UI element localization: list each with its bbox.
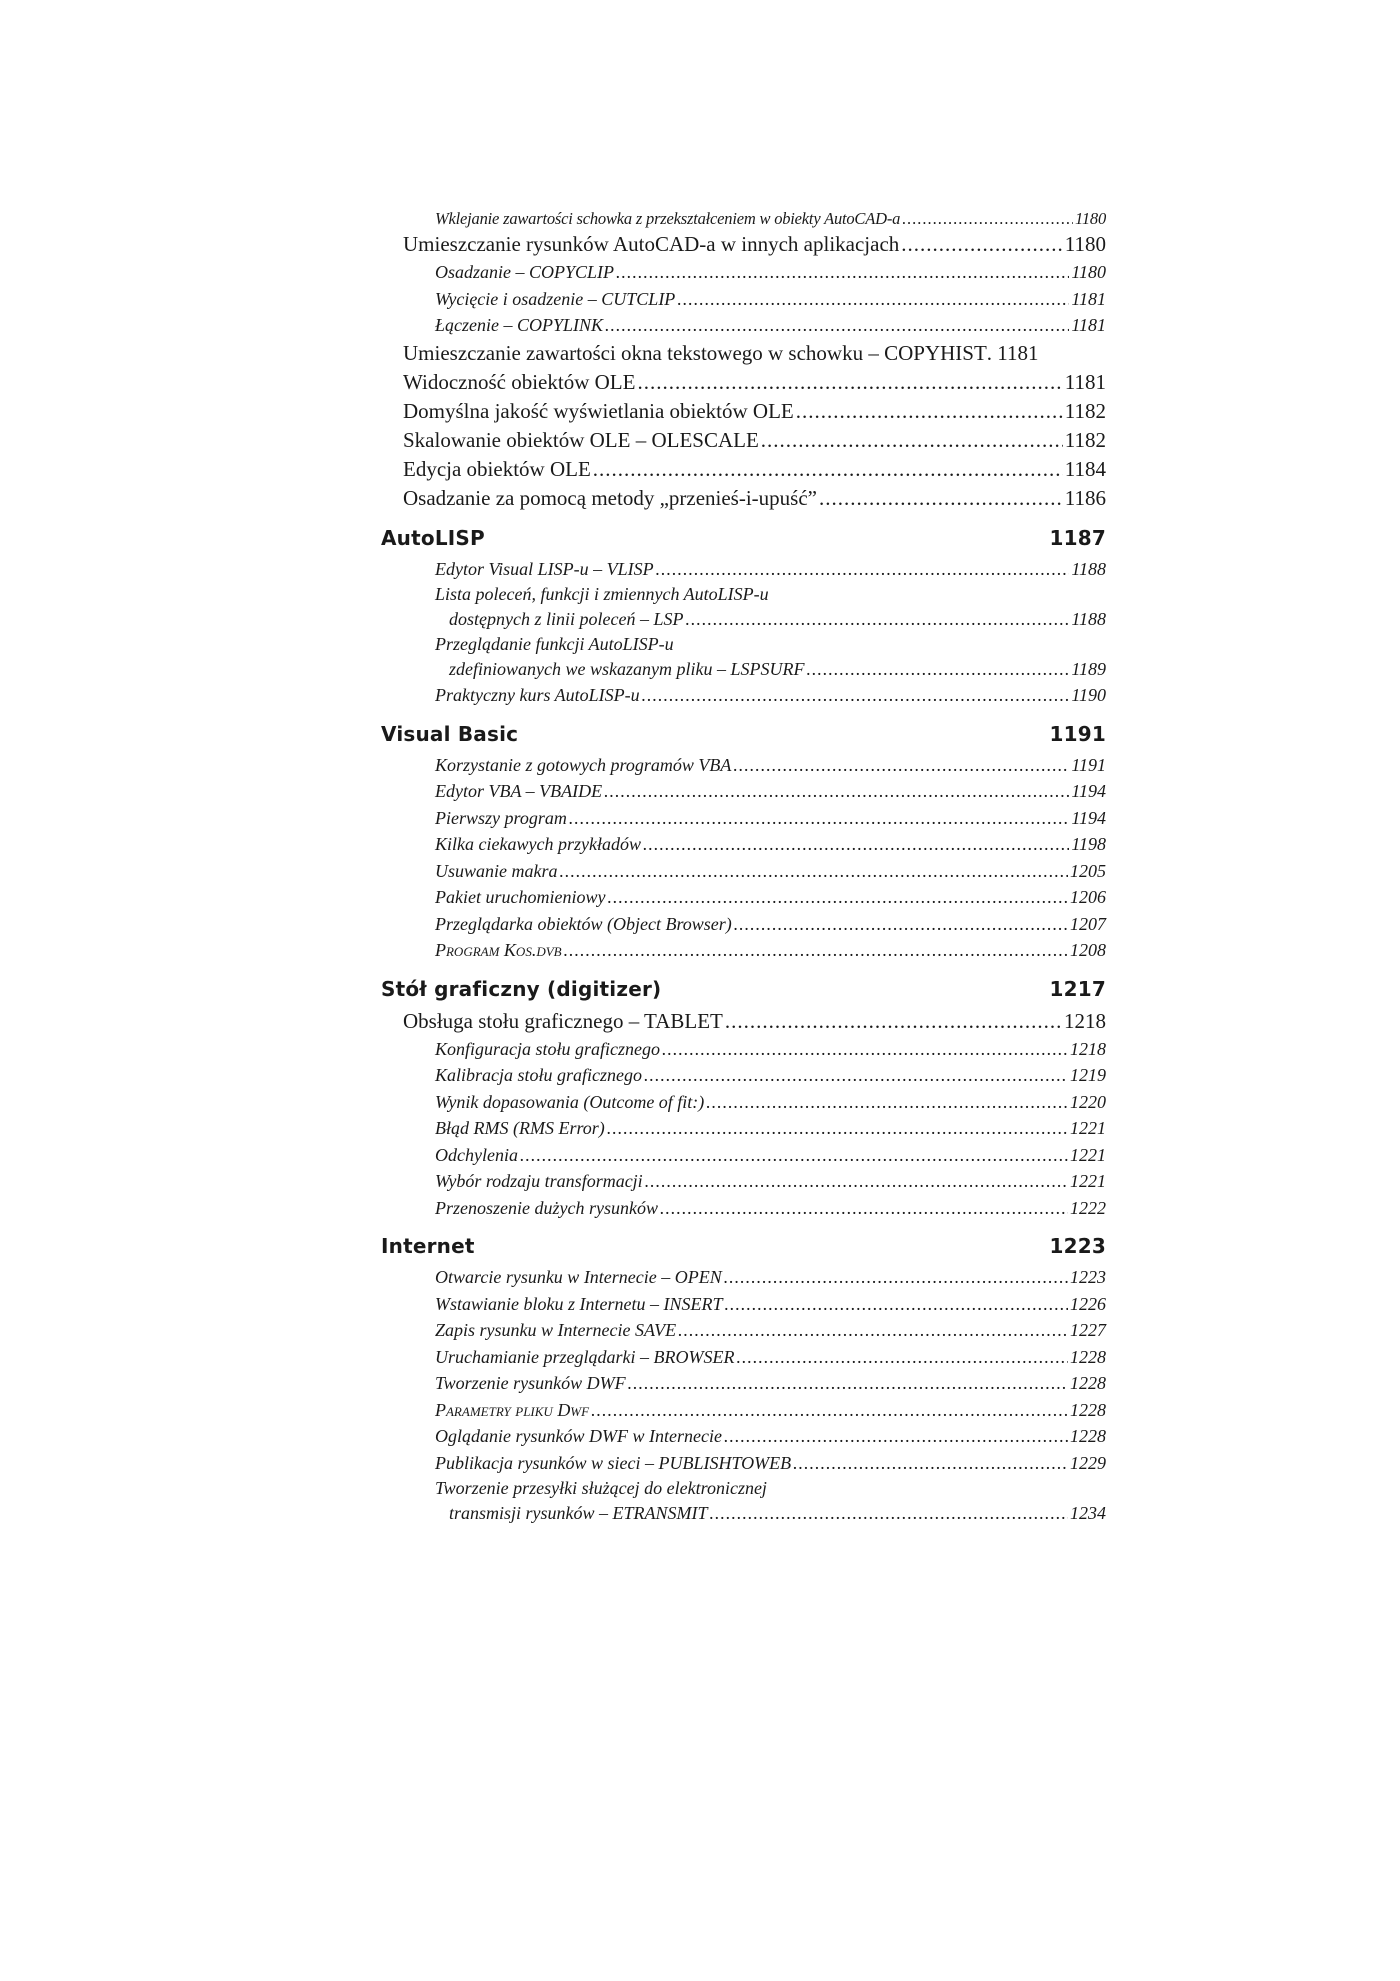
dot-leader <box>819 484 1063 513</box>
toc-page-number: 1188 <box>1071 609 1106 629</box>
toc-entry-title-line: Tworzenie przesyłki służącej do elektronicznej <box>435 1478 767 1498</box>
dot-leader <box>724 1264 1068 1291</box>
dot-leader <box>736 1344 1068 1371</box>
dot-leader <box>656 556 1070 583</box>
dot-leader <box>628 1370 1068 1397</box>
toc-entry-title: Edycja obiektów OLE <box>403 456 591 481</box>
toc-page-number: 1228 <box>1070 1373 1106 1393</box>
dot-leader <box>677 286 1069 313</box>
toc-entry-level2 <box>381 1115 1106 1142</box>
toc-page-number: 1191 <box>1071 754 1106 775</box>
dot-leader <box>793 1450 1068 1477</box>
dot-leader <box>643 831 1069 858</box>
toc-entry-title: Kilka ciekawych przykładów <box>435 834 641 854</box>
section-page-number: 1191 <box>1049 721 1106 746</box>
toc-entry-level2 <box>381 884 1106 911</box>
toc-page-number: 1181 <box>1064 369 1106 394</box>
toc-entry-level2 <box>381 1168 1106 1195</box>
dot-leader <box>724 1291 1068 1318</box>
toc-page-number: 1228 <box>1070 1399 1106 1420</box>
toc-entry-title: Edytor Visual LISP-u – VLISP <box>435 558 654 579</box>
toc-entry-title: Wycięcie i osadzenie – CUTCLIP <box>435 288 676 309</box>
dot-leader <box>637 368 1062 397</box>
toc-entry-title: Praktyczny kurs AutoLISP-u <box>435 685 640 705</box>
toc-entry-title: Parametry pliku Dwf <box>435 1399 590 1420</box>
toc-page-number: 1228 <box>1070 1346 1106 1367</box>
toc-entry-title: Osadzanie – COPYCLIP <box>435 262 615 282</box>
toc-entry-level2 <box>381 286 1106 313</box>
toc-page-number: 1234 <box>1070 1503 1106 1523</box>
toc-page-number: 1228 <box>1070 1426 1106 1446</box>
toc-entry-level2 <box>381 208 1106 230</box>
toc-entry-title: Wklejanie zawartości schowka z przekształceniem w obiekty AutoCAD-a <box>435 209 901 228</box>
toc-page-number: 1229 <box>1070 1452 1106 1473</box>
toc-page-number: 1190 <box>1071 685 1106 705</box>
toc-entry-level2 <box>381 778 1106 805</box>
section-title: Stół graficzny (digitizer) <box>381 976 662 1001</box>
toc-entry-level2 <box>381 1142 1106 1169</box>
toc-entry-continuation <box>381 1500 1106 1526</box>
dot-leader <box>560 858 1069 885</box>
dot-leader <box>733 752 1069 779</box>
section-heading <box>381 975 1106 1003</box>
toc-entry-title: Domyślna jakość wyświetlania obiektów OLE <box>403 398 794 423</box>
toc-page-number: 1227 <box>1070 1320 1106 1340</box>
toc-entry-continuation <box>381 656 1106 682</box>
toc-entry-title: Kalibracja stołu graficznego <box>435 1065 642 1085</box>
toc-page-number: 1188 <box>1071 558 1106 579</box>
toc-page-number: 1181 <box>997 340 1039 365</box>
toc-entry-level2 <box>381 259 1106 286</box>
toc-page-number: 1184 <box>1064 456 1106 481</box>
toc-entry-title: Korzystanie z gotowych programów VBA <box>435 754 732 775</box>
section-title: Internet <box>381 1234 475 1258</box>
toc-entry-title: Wynik dopasowania (Outcome of fit:) <box>435 1091 705 1112</box>
dot-leader <box>642 682 1070 709</box>
toc-entry-wrapped <box>381 632 1106 682</box>
toc-page-number: 1198 <box>1071 834 1106 854</box>
toc-entry-continuation <box>381 606 1106 632</box>
toc-entry-level2 <box>381 1036 1106 1063</box>
toc-entry-level1 <box>381 455 1106 484</box>
dot-leader <box>520 1142 1068 1169</box>
toc-page-number: 1205 <box>1070 860 1106 881</box>
dot-leader <box>710 1500 1068 1526</box>
dot-leader <box>564 937 1068 964</box>
toc-entry-wrapped <box>381 582 1106 632</box>
toc-page-number: 1221 <box>1070 1118 1106 1138</box>
toc-entry-title: Wstawianie bloku z Internetu – INSERT <box>435 1293 723 1314</box>
toc-page-number: 1220 <box>1070 1091 1106 1112</box>
toc-page-number: 1186 <box>1064 485 1106 510</box>
toc-entry-level2 <box>381 911 1106 938</box>
toc-entry-title: Obsługa stołu graficznego – TABLET <box>403 1008 723 1033</box>
dot-leader <box>604 778 1069 805</box>
toc-page-number: 1221 <box>1070 1171 1106 1191</box>
section-title: Visual Basic <box>381 721 519 746</box>
toc-page-number: 1219 <box>1070 1065 1106 1085</box>
toc-entry-level2 <box>381 312 1106 339</box>
toc-page-number: 1182 <box>1064 427 1106 452</box>
toc-entry-title-line: Lista poleceń, funkcji i zmiennych AutoLISP-u <box>435 584 769 604</box>
toc-page-number: 1218 <box>1070 1038 1106 1059</box>
toc-entry-wrapped <box>381 1476 1106 1526</box>
toc-entry-level2 <box>381 1397 1106 1424</box>
period: . <box>986 340 998 365</box>
dot-leader <box>607 884 1068 911</box>
toc-page-number: 1181 <box>1071 288 1106 309</box>
toc-entry-level1 <box>381 484 1106 513</box>
dot-leader <box>645 1168 1068 1195</box>
toc-entry-level2 <box>381 937 1106 964</box>
toc-entry-level2 <box>381 1089 1106 1116</box>
toc-entry-title: Błąd RMS (RMS Error) <box>435 1118 605 1138</box>
toc-entry-title: Zapis rysunku w Internecie SAVE <box>435 1320 677 1340</box>
dot-leader <box>901 230 1062 259</box>
dot-leader <box>685 606 1069 632</box>
toc-entry-title: transmisji rysunków – ETRANSMIT <box>449 1503 708 1523</box>
dot-leader <box>902 208 1073 230</box>
section-page-number: 1217 <box>1049 976 1106 1001</box>
toc-page-number: 1180 <box>1064 232 1106 256</box>
dot-leader <box>724 1423 1068 1450</box>
toc-entry-level2 <box>381 752 1106 779</box>
toc-entry-level2 <box>381 1423 1106 1450</box>
toc-page-number: 1223 <box>1070 1267 1106 1287</box>
section-heading <box>381 524 1106 552</box>
toc-page-number: 1180 <box>1071 262 1106 282</box>
toc-page-number: 1206 <box>1070 887 1106 907</box>
toc-entry-title: Umieszczanie zawartości okna tekstowego w schowku – COPYHIST <box>403 340 987 365</box>
toc-entry-title: Tworzenie rysunków DWF <box>435 1373 626 1393</box>
table-of-contents <box>381 208 1106 1526</box>
dot-leader <box>591 1397 1068 1424</box>
dot-leader <box>569 805 1069 832</box>
toc-entry-title: dostępnych z linii poleceń – LSP <box>449 609 684 629</box>
dot-leader <box>660 1195 1068 1222</box>
dot-leader <box>607 1115 1068 1142</box>
toc-entry-title: Odchylenia <box>435 1144 518 1165</box>
toc-entry-level2 <box>381 1370 1106 1397</box>
toc-entry-level1 <box>381 397 1106 426</box>
dot-leader <box>706 1089 1068 1116</box>
toc-entry-title: Skalowanie obiektów OLE – OLESCALE <box>403 427 759 452</box>
toc-entry-level2 <box>381 1062 1106 1089</box>
toc-entry-level2 <box>381 1344 1106 1371</box>
toc-entry-title: Przeglądarka obiektów (Object Browser) <box>435 913 732 934</box>
toc-page-number: 1222 <box>1070 1197 1106 1218</box>
toc-entry-title: Widoczność obiektów OLE <box>403 369 636 394</box>
toc-entry-title: Pierwszy program <box>435 807 567 828</box>
dot-leader <box>644 1062 1068 1089</box>
toc-entry-title: Konfiguracja stołu graficznego <box>435 1038 660 1059</box>
toc-entry-title: Osadzanie za pomocą metody „przenieś-i-upuść” <box>403 485 817 510</box>
toc-entry-title: Łączenie – COPYLINK <box>435 315 604 335</box>
toc-entry-title: Program Kos.dvb <box>435 940 562 960</box>
toc-entry-level2 <box>381 1317 1106 1344</box>
toc-entry-level2 <box>381 556 1106 583</box>
section-page-number: 1187 <box>1049 525 1106 550</box>
dot-leader <box>616 259 1069 286</box>
section-heading <box>381 720 1106 748</box>
toc-entry-level2 <box>381 682 1106 709</box>
section-page-number: 1223 <box>1049 1234 1106 1258</box>
dot-leader <box>734 911 1068 938</box>
toc-entry-title: Umieszczanie rysunków AutoCAD-a w innych aplikacjach <box>403 232 900 256</box>
toc-entry-level2 <box>381 1450 1106 1477</box>
toc-entry-level2 <box>381 805 1106 832</box>
toc-page-number: 1180 <box>1075 209 1106 228</box>
toc-entry-title: zdefiniowanych we wskazanym pliku – LSPSURF <box>449 659 805 679</box>
toc-page-number: 1208 <box>1070 940 1106 960</box>
section-title: AutoLISP <box>381 525 485 550</box>
section-heading <box>381 1232 1106 1260</box>
dot-leader <box>605 312 1069 339</box>
toc-entry-title: Pakiet uruchomieniowy <box>435 887 606 907</box>
toc-entry-level2 <box>381 831 1106 858</box>
toc-page-number: 1194 <box>1071 781 1106 801</box>
toc-entry-level2 <box>381 1291 1106 1318</box>
toc-entry-title: Uruchamianie przeglądarki – BROWSER <box>435 1346 735 1367</box>
toc-entry-level1 <box>381 426 1106 455</box>
toc-entry-title: Usuwanie makra <box>435 860 558 881</box>
toc-page-number: 1221 <box>1070 1144 1106 1165</box>
dot-leader <box>761 426 1063 455</box>
dot-leader <box>593 455 1063 484</box>
dot-leader <box>725 1007 1062 1036</box>
toc-page-number: 1218 <box>1064 1008 1106 1033</box>
toc-entry-level1 <box>381 230 1106 259</box>
dot-leader <box>678 1317 1068 1344</box>
toc-entry-level1 <box>381 1007 1106 1036</box>
toc-page-number: 1207 <box>1070 913 1106 934</box>
toc-entry-title: Przenoszenie dużych rysunków <box>435 1197 658 1218</box>
toc-entry-level2 <box>381 1264 1106 1291</box>
dot-leader <box>796 397 1063 426</box>
toc-entry-level1 <box>381 368 1106 397</box>
toc-entry-title-line: Przeglądanie funkcji AutoLISP-u <box>435 634 674 654</box>
toc-entry-title: Otwarcie rysunku w Internecie – OPEN <box>435 1267 722 1287</box>
toc-entry-level2 <box>381 1195 1106 1222</box>
toc-page-number: 1189 <box>1071 659 1106 679</box>
toc-entry-title: Publikacja rysunków w sieci – PUBLISHTOWEB <box>435 1452 792 1473</box>
dot-leader <box>806 656 1069 682</box>
toc-page-number: 1182 <box>1064 398 1106 423</box>
toc-entry-title: Edytor VBA – VBAIDE <box>435 781 603 801</box>
toc-page-number: 1226 <box>1070 1293 1106 1314</box>
toc-entry-level1 <box>381 339 1106 368</box>
dot-leader <box>662 1036 1068 1063</box>
toc-page-number: 1194 <box>1071 807 1106 828</box>
toc-entry-title: Oglądanie rysunków DWF w Internecie <box>435 1426 722 1446</box>
toc-entry-title: Wybór rodzaju transformacji <box>435 1171 643 1191</box>
toc-page-number: 1181 <box>1071 315 1106 335</box>
toc-entry-level2 <box>381 858 1106 885</box>
